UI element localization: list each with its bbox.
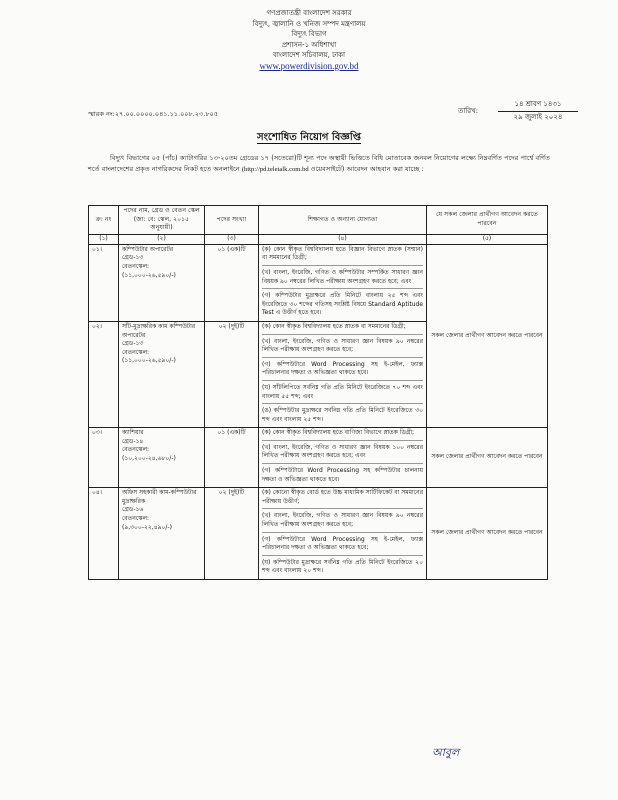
- pay-scale: (৯,৩০০-২২,৪৯০/-): [122, 523, 172, 531]
- row-serial: ০১।: [89, 244, 119, 321]
- eligibility-item: (ক) কোনো স্বীকৃত বোর্ড হতে উচ্চ মাধ্যমিক সার্টিফিকেট বা সমমানের পরীক্ষায় উত্তীর্ণ;: [262, 489, 423, 509]
- memo-number: স্মারক নং:২৭.০০.০০০০.০৪১.১১.০০৮.২৩.৮০৫: [88, 110, 218, 118]
- eligibility-cell: [259, 428, 427, 488]
- row-serial: ০৩।: [89, 428, 119, 488]
- eligibility-item: (খ) বাংলা, ইংরেজি, গণিত ও কম্পিউটার সম্পর্কিত সাধারণ জ্ঞান বিষয়ক ৯০ নম্বরের লিখিত পরীক্ষায় অংশগ্রহণ করতে হবে; এবং: [262, 269, 423, 289]
- eligibility-item: (ক) কোন স্বীকৃত বিশ্ববিদ্যালয় হতে স্নাতক বা সমমানের ডিগ্রী;: [262, 323, 423, 335]
- eligibility-item: (ঘ) সাঁটলিপিতে সর্বনিম্ন গতি প্রতি মিনিটে ইংরেজিতে ৭০ শব্দ এবং বাংলায় ৫৫ শব্দ; এবং: [262, 384, 423, 404]
- header-post: পদের নাম, গ্রেড ও বেতন স্কেল (জা: বে: স্কেল, ২০১৫ অনুযায়ী): [119, 206, 205, 235]
- date-label: তারিখ:: [458, 107, 479, 115]
- signature: আবুল: [432, 746, 460, 759]
- header-line-division: বিদ্যুৎ বিভাগ: [291, 30, 327, 38]
- pay-scale: (১১,০০০-২৬,৫৯০/-): [122, 271, 176, 279]
- vacancy-table: [88, 205, 548, 580]
- table-number-row: [89, 234, 548, 244]
- page-title-text: সংশোধিত নিয়োগ বিজ্ঞপ্তি: [257, 132, 361, 143]
- districts-cell: সকল জেলার প্রার্থীগণ আবেদন করতে পারবেন: [427, 428, 548, 488]
- column-number: (৫): [427, 234, 548, 244]
- row-serial: ০২।: [89, 321, 119, 427]
- header-districts: যে সকল জেলার প্রার্থীগণ আবেদন করতে পারবেন: [427, 206, 548, 235]
- post-grade: গ্রেড-১৬: [122, 506, 144, 514]
- eligibility-item: (গ) কম্পিউটারে Word Processing সহ ই-মেইল, ফ্যাক্স পরিচালনার দক্ষতা ও অভিজ্ঞতা থাকতে হবে;: [262, 536, 423, 556]
- eligibility-cell: [259, 321, 427, 427]
- row-post-cell: [119, 321, 205, 427]
- eligibility-cell: [259, 488, 427, 580]
- post-count: ০১ (এক)টি: [205, 428, 259, 488]
- header-line-ministry: বিদ্যুৎ, জ্বালানি ও খনিজ সম্পদ মন্ত্রণালয়: [252, 19, 366, 28]
- post-name: ক্যাশিয়ার: [122, 429, 144, 437]
- header-eligibility: শিক্ষাগত ও অন্যান্য যোগ্যতা: [259, 206, 427, 235]
- eligibility-item: (গ) কম্পিউটারে Word Processing সহ কম্পিউটার চালনায় দক্ষতা ও অভিজ্ঞতা থাকতে হবে।: [262, 467, 423, 483]
- scale-label: বেতনস্কেল:: [122, 262, 150, 270]
- post-name: অফিস সহকারী কাম-কম্পিউটার মুদ্রাক্ষরিক: [122, 489, 197, 505]
- application-link[interactable]: (http://pd.teletalk.com.bd: [241, 165, 309, 173]
- post-count: ০১ (এক)টি: [205, 244, 259, 321]
- date-english: ২৯ জুলাই ২০২৪: [513, 113, 563, 121]
- column-number: (৪): [259, 234, 427, 244]
- eligibility-item: (ক) কোন স্বীকৃত বিশ্ববিদ্যালয় হতে বিজ্ঞান বিভাগে স্নাতক (সম্মান) বা সমমানের ডিগ্রী;: [262, 246, 423, 266]
- scale-label: বেতনস্কেল:: [122, 515, 150, 523]
- intro-tail: ওয়েবসাইটে) আবেদন আহবান করা যাচ্ছে :: [310, 164, 424, 173]
- post-name: সাঁট-মুদ্রাক্ষরিক কাম কম্পিউটার অপারেটর: [122, 322, 196, 339]
- eligibility-item: (ক) কোন স্বীকৃত বিশ্ববিদ্যালয় হতে বাণিজ্য বিভাগে স্নাতক ডিগ্রী;: [262, 429, 423, 441]
- row-post-cell: [119, 488, 205, 580]
- website-link[interactable]: www.powerdivision.gov.bd: [259, 60, 359, 71]
- intro-text: বিদ্যুৎ বিভাগের ০৫ (পাঁচ) ক্যাটাগরির ১৩-২০তম গ্রেডের ১৭ (সতেরো)টি শূন্য পদে অস্থায়ী ভিত্তিতে বিধি মোতাবেক জনবল নিয়োগের লক্ষ্যে নিম্নবর্ণিত পদের পার্শ্বে বর্ণিত শর্তে বাংলাদেশের প্রকৃত নাগরিকদের নিকট হতে অনলাইনে: [88, 154, 550, 173]
- scale-label: বেতনস্কেল:: [122, 446, 150, 454]
- table-row: [89, 244, 548, 321]
- pay-scale: (১১,০০০-২৬,৫৯০/-): [122, 357, 176, 365]
- row-serial: ০৪।: [89, 488, 119, 580]
- header-line-address: বাংলাদেশ সচিবালয়, ঢাকা: [272, 51, 346, 59]
- districts-cell: সকল জেলার প্রার্থীগণ আবেদন করতে পারবেন: [427, 244, 548, 428]
- table-row: [89, 488, 548, 580]
- table-row: [89, 428, 548, 488]
- header-line-wing: প্রশাসন-১ অধিশাখা: [281, 40, 337, 49]
- letterhead: [0, 8, 618, 71]
- date-bangla: ১৪ শ্রাবণ ১৪৩১: [498, 98, 578, 112]
- post-name: কম্পিউটার অপারেটর: [122, 245, 174, 253]
- eligibility-item: (গ) কম্পিউটার মুদ্রাক্ষরে প্রতি মিনিটে বাংলায় ২৫ শব্দ এবং ইংরেজিতে ৩০ শব্দের গতিসহ সংশ্লিষ্ট বিষয়ে Standard Aptitude Test এ উত্তীর্ণ হতে হবে।: [262, 292, 423, 317]
- eligibility-item: (গ) কম্পিউটারে Word Processing সহ ই-মেইল, ফ্যাক্স পরিচালনার দক্ষতা ও অভিজ্ঞতা থাকতে হবে।: [262, 361, 423, 381]
- post-count: ০২ (দুই)টি: [205, 321, 259, 427]
- header-count: পদের সংখ্যা: [205, 206, 259, 235]
- pay-scale: (১০,২০০-২৪,৬৮০/-): [122, 455, 176, 463]
- eligibility-item: (ঘ) কম্পিউটার মুদ্রাক্ষরে সর্বনিম্ন গতি প্রতি মিনিটে ইংরেজিতে ২০ শব্দ এবং বাংলায় ২০ শব্দ।: [262, 558, 423, 575]
- column-number: (৩): [205, 234, 259, 244]
- post-count: ০২ (দুই)টি: [205, 488, 259, 580]
- page-title: [0, 130, 618, 147]
- post-grade: গ্রেড-১৩: [122, 340, 144, 348]
- row-post-cell: [119, 244, 205, 321]
- post-grade: গ্রেড-১৪: [122, 437, 144, 445]
- header-line-government: গণপ্রজাতন্ত্রী বাংলাদেশ সরকার: [266, 9, 352, 17]
- eligibility-cell: [259, 244, 427, 321]
- intro-paragraph: [88, 153, 550, 175]
- scale-label: বেতনস্কেল:: [122, 348, 150, 356]
- post-grade: গ্রেড-১৩: [122, 254, 144, 262]
- header-serial: ক্র: নং: [89, 206, 119, 235]
- districts-cell: সকল জেলার প্রার্থীগণ আবেদন করতে পারবেন: [427, 488, 548, 580]
- eligibility-item: (খ) বাংলা, ইংরেজি, গণিত ও সাধারণ জ্ঞান বিষয়ক ৯০ নম্বরের লিখিত পরীক্ষায় অংশগ্রহণ করতে হবে;: [262, 512, 423, 532]
- eligibility-item: (খ) বাংলা, ইংরেজি, গণিত ও সাধারণ জ্ঞান বিষয়ক ১০০ নম্বরের লিখিত পরীক্ষায় অংশগ্রহণ করতে হবে; এবং: [262, 444, 423, 464]
- eligibility-item: (খ) বাংলা, ইংরেজি, গণিত ও সাধারণ জ্ঞান বিষয়ক ৯০ নম্বরের লিখিত পরীক্ষায় অংশগ্রহণ করতে হবে;: [262, 338, 423, 358]
- column-number: (১): [89, 234, 119, 244]
- table-header-row: [89, 206, 548, 235]
- column-number: (২): [119, 234, 205, 244]
- eligibility-item: (ঙ) কম্পিউটার মুদ্রাক্ষরে সর্বনিম্ন গতি প্রতি মিনিটে ইংরেজিতে ৩০ শব্দ এবং বাংলায় ২৫ শব্দ।: [262, 407, 423, 423]
- row-post-cell: [119, 428, 205, 488]
